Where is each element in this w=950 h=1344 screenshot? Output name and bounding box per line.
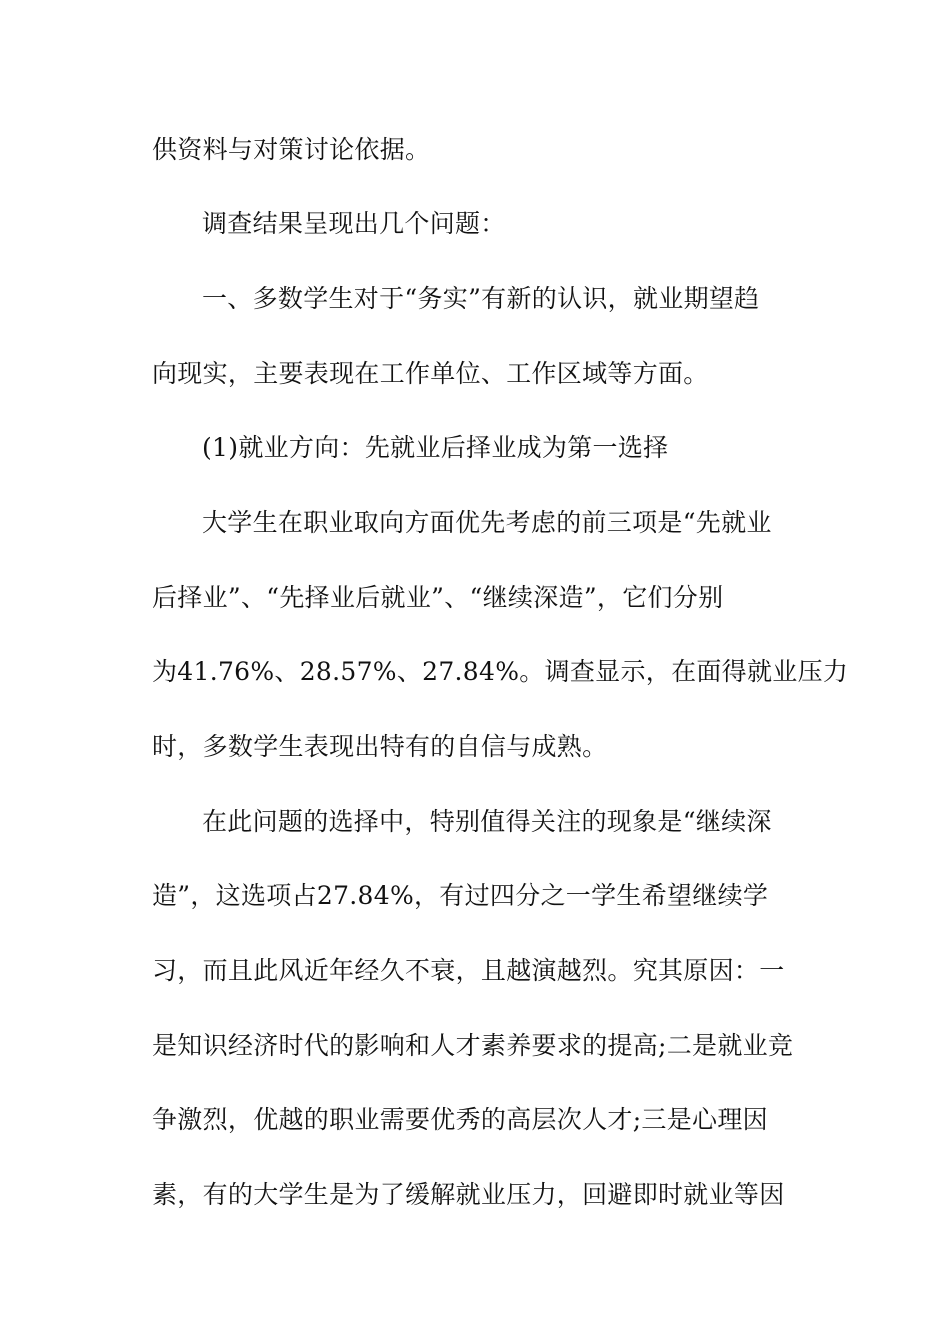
- text-line-10: 在此问题的选择中，特别值得关注的现象是“继续深: [202, 807, 772, 836]
- text-line-9: 时，多数学生表现出特有的自信与成熟。: [152, 732, 608, 761]
- text-line-14: 争激烈，优越的职业需要优秀的高层次人才;三是心理因: [152, 1105, 768, 1134]
- text-line-7: 后择业”、“先择业后就业”、“继续深造”，它们分别: [152, 583, 724, 612]
- text-line-12: 习，而且此风近年经久不衰，且越演越烈。究其原因：一: [152, 956, 785, 985]
- text-line-1: 供资料与对策讨论依据。: [152, 135, 431, 164]
- text-line-4: 向现实，主要表现在工作单位、工作区域等方面。: [152, 359, 709, 388]
- text-line-5: (1)就业方向：先就业后择业成为第一选择: [202, 433, 669, 462]
- text-line-6: 大学生在职业取向方面优先考虑的前三项是“先就业: [202, 508, 772, 537]
- text-line-8: 为41.76%、28.57%、27.84%。调查显示，在面得就业压力: [152, 657, 849, 686]
- text-line-15: 素，有的大学生是为了缓解就业压力，回避即时就业等因: [152, 1180, 785, 1209]
- text-line-11: 造”，这选项占27.84%，有过四分之一学生希望继续学: [152, 881, 769, 910]
- text-line-2: 调查结果呈现出几个问题：: [202, 209, 506, 238]
- text-line-3: 一、多数学生对于“务实”有新的认识，就业期望趋: [202, 284, 760, 313]
- text-line-13: 是知识经济时代的影响和人才素养要求的提高;二是就业竞: [152, 1031, 794, 1060]
